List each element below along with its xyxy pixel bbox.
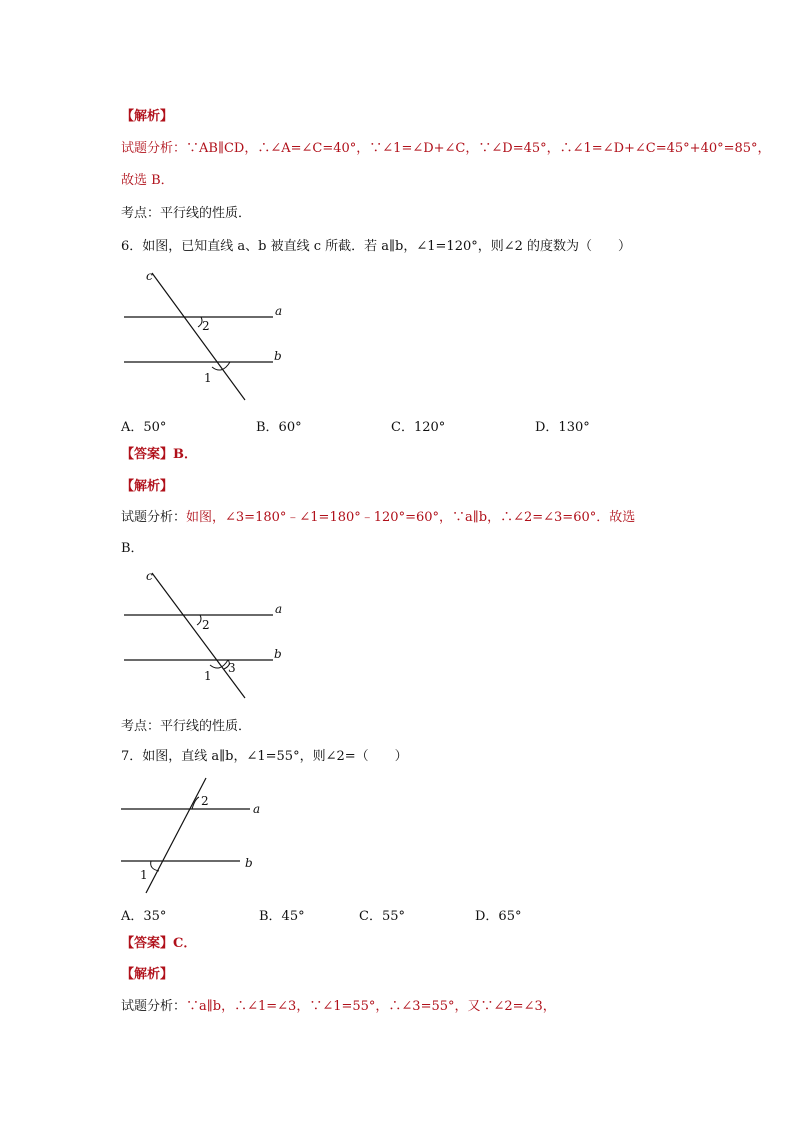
question-6-figure [118, 265, 298, 405]
question-6-solution-figure [118, 565, 298, 705]
question-7-figure [115, 773, 275, 898]
q7-option-a: A．35° [121, 909, 167, 924]
label-1: 1 [140, 868, 148, 882]
q7-option-b: B．45° [259, 909, 305, 924]
analysis-prefix: 试题分析： [121, 141, 187, 156]
q6-analysis-line [121, 509, 635, 527]
q7-analysis-body: ∵a∥b，∴∠1=∠3，∵∠1=55°，∴∠3=55°，又∵∠2=∠3， [186, 999, 556, 1014]
q6-analysis-prefix: 试题分析： [121, 510, 187, 525]
q6-option-d: D．130° [535, 420, 590, 435]
analysis-heading-1: 【解析】 [121, 109, 174, 124]
q6-knowledge-point: 考点：平行线的性质． [121, 719, 252, 734]
q7-analysis-heading: 【解析】 [121, 967, 174, 982]
question-6-stem: 6．如图，已知直线 a、b 被直线 c 所截．若 a∥b，∠1=120°，则∠2 的度数为（ ） [121, 239, 632, 254]
angle-1-arc [212, 362, 230, 370]
q6-option-a: A．50° [121, 420, 167, 435]
q7-option-d: D．65° [475, 909, 522, 924]
label-a: a [275, 304, 283, 318]
label-b: b [274, 349, 282, 363]
q6-analysis-end: B． [121, 541, 144, 556]
q7-option-c: C．55° [359, 909, 405, 924]
line-c [152, 573, 245, 698]
label-a: a [253, 802, 261, 816]
q7-answer [121, 935, 196, 953]
label-1: 1 [204, 669, 212, 683]
question-7-stem: 7．如图，直线 a∥b，∠1=55°，则∠2=（ ） [121, 749, 408, 764]
q6-answer [121, 446, 197, 464]
answer-text: 【答案】B． [121, 447, 197, 462]
label-1: 1 [204, 371, 212, 385]
q6-option-c: C．120° [391, 420, 446, 435]
label-3: 3 [228, 661, 236, 675]
analysis-body: ∵AB∥CD，∴∠A=∠C=40°，∵∠1=∠D+∠C，∵∠D=45°，∴∠1=∠D+∠C=45°+40°=85°， [186, 141, 771, 156]
analysis-line-1 [121, 140, 771, 158]
transversal-line [146, 778, 206, 893]
label-2: 2 [201, 794, 209, 808]
angle-2-arc [197, 615, 201, 625]
q6-option-b: B．60° [256, 420, 302, 435]
q6-analysis-heading: 【解析】 [121, 479, 174, 494]
q7-analysis-line [121, 998, 556, 1016]
q6-analysis-body: 如图，∠3=180°﹣∠1=180°﹣120°=60°，∵a∥b，∴∠2=∠3=60°．故选 [186, 510, 636, 525]
q7-analysis-prefix: 试题分析： [121, 999, 187, 1014]
label-2: 2 [202, 319, 210, 333]
answer-text: 【答案】C． [121, 936, 197, 951]
label-b: b [274, 647, 282, 661]
label-a: a [275, 602, 283, 616]
label-c: c [146, 269, 153, 283]
label-2: 2 [202, 618, 210, 632]
label-c: c [146, 569, 153, 583]
line-c [152, 273, 245, 400]
analysis-conclusion-1: 故选 B． [121, 173, 174, 188]
label-b: b [245, 856, 253, 870]
knowledge-point-1: 考点：平行线的性质． [121, 206, 252, 221]
